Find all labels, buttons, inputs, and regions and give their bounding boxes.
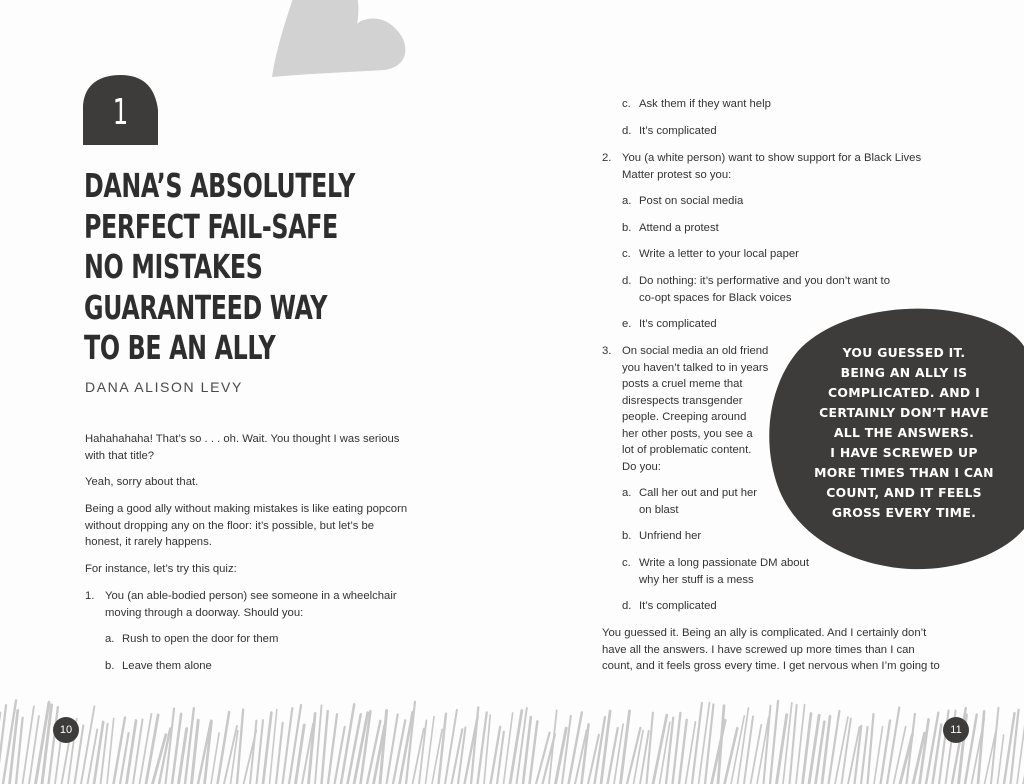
text-line: you haven’t talked to in years [622, 361, 769, 374]
text-line: have all the answers. I have screwed up more times than I can [602, 643, 915, 656]
hatch-stroke [679, 720, 687, 784]
text-line: Do you: [622, 460, 661, 473]
hatch-stroke [322, 711, 328, 784]
hatch-stroke [114, 718, 125, 784]
pullquote-line: BEING AN ALLY IS [840, 365, 968, 380]
hatch-stroke [23, 706, 34, 784]
hatch-stroke [536, 733, 550, 784]
title-line: TO BE AN ALLY [84, 328, 276, 367]
hatch-stroke [341, 704, 354, 784]
option-text: It’s complicated [639, 125, 717, 137]
hatch-stroke [751, 725, 762, 784]
hatch-texture [0, 690, 1024, 784]
text-line: count, and it feels gross every time. I get nervous when I’m going to [602, 660, 940, 672]
option-label: a. [105, 633, 115, 645]
question-number: 1. [85, 590, 95, 602]
paragraph-2 [85, 474, 198, 491]
option-text: It’s complicated [639, 600, 717, 612]
hatch-stroke [257, 720, 264, 784]
question-number: 2. [602, 152, 612, 164]
text-line: without dropping any on the floor: it’s possible, but let’s be [85, 519, 375, 532]
option-text: Attend a protest [639, 222, 719, 234]
hatch-stroke [861, 727, 868, 784]
option-label: b. [622, 222, 632, 234]
title-line: PERFECT FAIL-SAFE [84, 206, 338, 246]
hatch-stroke [705, 704, 713, 784]
title-line: GUARANTEED WAY [84, 287, 328, 327]
hatch-stroke [608, 728, 618, 784]
paragraph-3 [85, 501, 407, 551]
text-line: disrespects transgender [622, 394, 743, 407]
option-text: Write a letter to your local paper [639, 248, 799, 260]
pullquote-line: YOU GUESSED IT. [842, 345, 966, 360]
hatch-stroke [868, 714, 874, 784]
chapter-number: 1 [112, 92, 129, 133]
hatch-stroke [439, 714, 446, 784]
option-label: b. [105, 660, 115, 672]
hatch-stroke [1004, 713, 1015, 784]
closing-paragraph [602, 625, 940, 675]
text-line: You (an able-bodied person) see someone in a wheelchair [105, 590, 397, 602]
text-line: lot of problematic content. [622, 444, 752, 456]
hatch-stroke [237, 709, 243, 784]
hatch-stroke [777, 715, 787, 784]
hatch-stroke [530, 721, 538, 784]
option-label: d. [622, 275, 632, 287]
option-label: d. [622, 600, 632, 612]
pullquote-line: ALL THE ANSWERS. [833, 425, 975, 440]
paragraph-4 [85, 561, 237, 578]
page-number-left: 10 [53, 717, 79, 743]
page-number-right: 11 [943, 717, 969, 743]
text-line: You guessed it. Being an ally is complicated. And I certainly don’t [602, 627, 927, 639]
option-text: why her stuff is a mess [639, 573, 754, 586]
hatch-stroke [426, 717, 435, 784]
pullquote-line: COUNT, AND IT FEELS [826, 485, 982, 500]
text-line: with that title? [85, 449, 155, 462]
text-line: Yeah, sorry about that. [85, 476, 199, 488]
intro-paragraph [85, 431, 399, 464]
text-line: For instance, let’s try this quiz: [85, 563, 237, 575]
text-line: moving through a doorway. Should you: [105, 606, 304, 619]
option-text: Write a long passionate DM about [639, 557, 809, 569]
option-text: Call her out and put her [639, 487, 758, 499]
text-line: You (a white person) want to show support for a Black Lives [622, 152, 922, 164]
hatch-stroke [218, 712, 230, 784]
author-name: DANA ALISON LEVY [85, 379, 243, 395]
text-line: Hahahahaha! That’s so . . . oh. Wait. You thought I was serious [85, 433, 400, 445]
pullquote-line: COMPLICATED. AND I [827, 385, 981, 400]
hatch-stroke [725, 728, 738, 784]
option-label: c. [622, 557, 631, 569]
hatch-stroke [445, 710, 457, 784]
pullquote-line: CERTAINLY DON’T HAVE [819, 405, 989, 420]
option-text: Ask them if they want help [639, 98, 771, 110]
option-label: e. [622, 318, 632, 330]
quiz-question-3 [602, 343, 782, 475]
heart-shape [262, 0, 412, 102]
hatch-stroke [549, 710, 557, 784]
text-line: honest, it rarely happens. [85, 536, 212, 548]
hatch-stroke [81, 706, 94, 784]
chapter-title [84, 166, 384, 369]
option-text: It’s complicated [639, 318, 717, 330]
pullquote-line: GROSS EVERY TIME. [831, 505, 977, 520]
option-text: co-opt spaces for Black voices [639, 291, 792, 304]
option-text: Post on social media [639, 195, 744, 207]
option-text: Do nothing: it’s performative and you don’t want to [639, 275, 890, 287]
option-text: Leave them alone [122, 660, 212, 672]
hatch-stroke [348, 714, 361, 784]
title-line: NO MISTAKES [84, 247, 263, 286]
option-text: on blast [639, 503, 679, 516]
hatch-stroke [647, 713, 653, 784]
text-line: Being a good ally without making mistakes is like eating popcorn [85, 503, 408, 515]
option-label: a. [622, 195, 632, 207]
option-label: a. [622, 487, 632, 499]
hatch-stroke [998, 735, 1004, 784]
pullquote-line: MORE TIMES THAN I CAN [814, 465, 994, 480]
hatch-stroke [276, 723, 283, 784]
option-label: b. [622, 530, 632, 542]
option-label: c. [622, 98, 631, 110]
option-label: c. [622, 248, 631, 260]
quiz-question-2 [602, 150, 942, 184]
text-line: Matter protest so you: [622, 168, 732, 181]
hatch-stroke [770, 701, 778, 784]
text-line: people. Creeping around [622, 411, 747, 423]
pullquote-line: I HAVE SCREWED UP [830, 445, 978, 460]
text-line: posts a cruel meme that [622, 378, 743, 390]
option-text: Unfriend her [639, 530, 702, 542]
text-line: On social media an old friend [622, 345, 769, 357]
text-line: her other posts, you see a [622, 427, 753, 440]
question-number: 3. [602, 345, 612, 357]
hatch-stroke [621, 711, 630, 784]
quiz-question-1 [85, 588, 425, 622]
title-line: DANA’S ABSOLUTELY [84, 166, 355, 205]
option-label: d. [622, 125, 632, 137]
option-text: Rush to open the door for them [122, 633, 279, 645]
pullquote-text [812, 343, 996, 523]
hatch-stroke [887, 707, 899, 784]
